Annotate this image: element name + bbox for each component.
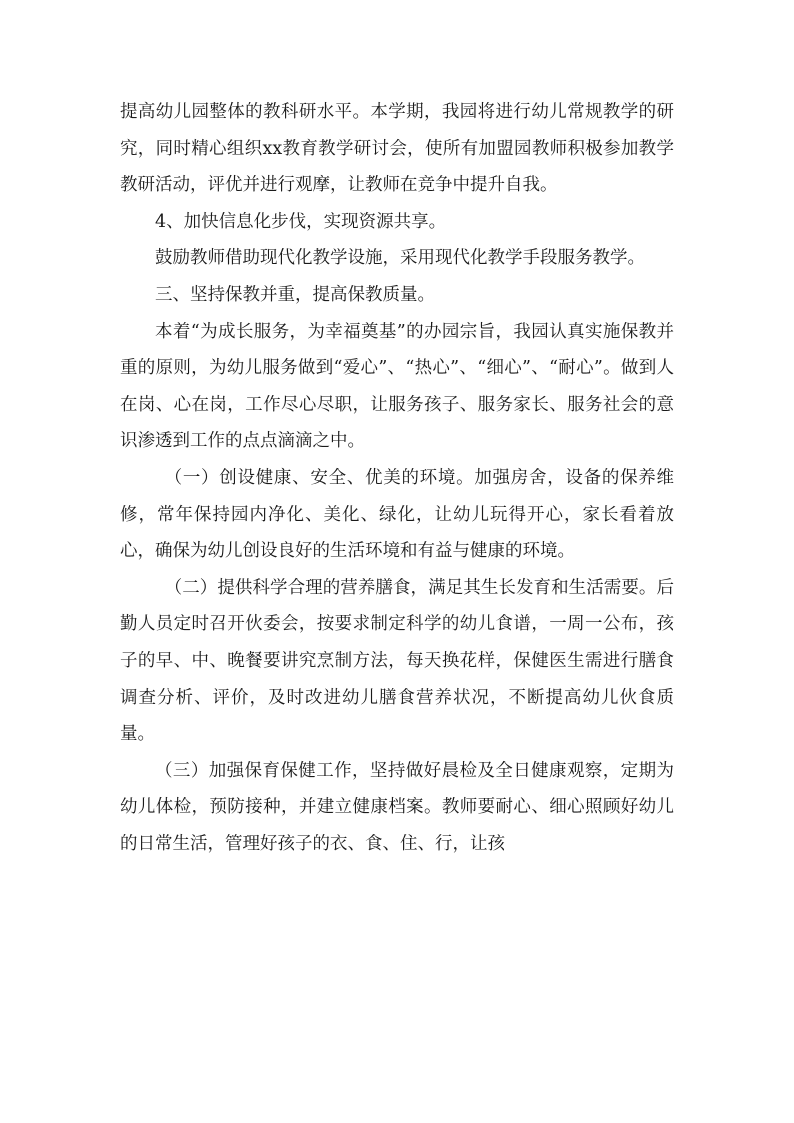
paragraph-item-4-heading: 4、加快信息化步伐，实现资源共享。 xyxy=(155,211,447,232)
paragraph-research-level: 提高幼儿园整体的教科研水平。本学期，我园将进行幼儿常规教学的研究，同时精心组织xx教育教学研讨会，使所有加盟园教师积极参加教学教研活动，评优并进行观摩，让教师在竞争中提升自我。 xyxy=(120,102,674,196)
paragraph-modern-teaching: 鼓励教师借助现代化教学设施，采用现代化教学手段服务教学。 xyxy=(155,248,645,269)
section-heading-3: 三、坚持保教并重，提高保教质量。 xyxy=(155,284,435,305)
document-body xyxy=(120,94,674,862)
paragraph-sub-1-environment: （一）创设健康、安全、优美的环境。加强房舍，设备的保养维修，常年保持园内净化、美化、绿化，让幼儿玩得开心，家长看着放心，确保为幼儿创设良好的生活环境和有益与健康的环境。 xyxy=(120,467,674,562)
paragraph-sub-2-nutrition: （二）提供科学合理的营养膳食，满足其生长发育和生活需要。后勤人员定时召开伙委会，按要求制定科学的幼儿食谱，一周一公布，孩子的早、中、晚餐要讲究烹制方法，每天换花样，保健医生需进行膳食调查分析、评价，及时改进幼儿膳食营养状况，不断提高幼儿伙食质量。 xyxy=(120,577,674,745)
paragraph-sub-3-health: （三）加强保育保健工作，坚持做好晨检及全日健康观察，定期为幼儿体检，预防接种，并建立健康档案。教师要耐心、细心照顾好幼儿的日常生活，管理好孩子的衣、食、住、行，让孩 xyxy=(120,760,674,854)
paragraph-service-motto: 本着“为成长服务，为幸福奠基”的办园宗旨，我园认真实施保教并重的原则，为幼儿服务做到“爱心”、“热心”、“细心”、“耐心”。做到人在岗、心在岗，工作尽心尽职，让服务孩子、服务家长、服务社会的意识渗透到工作的点点滴滴之中。 xyxy=(120,321,674,452)
